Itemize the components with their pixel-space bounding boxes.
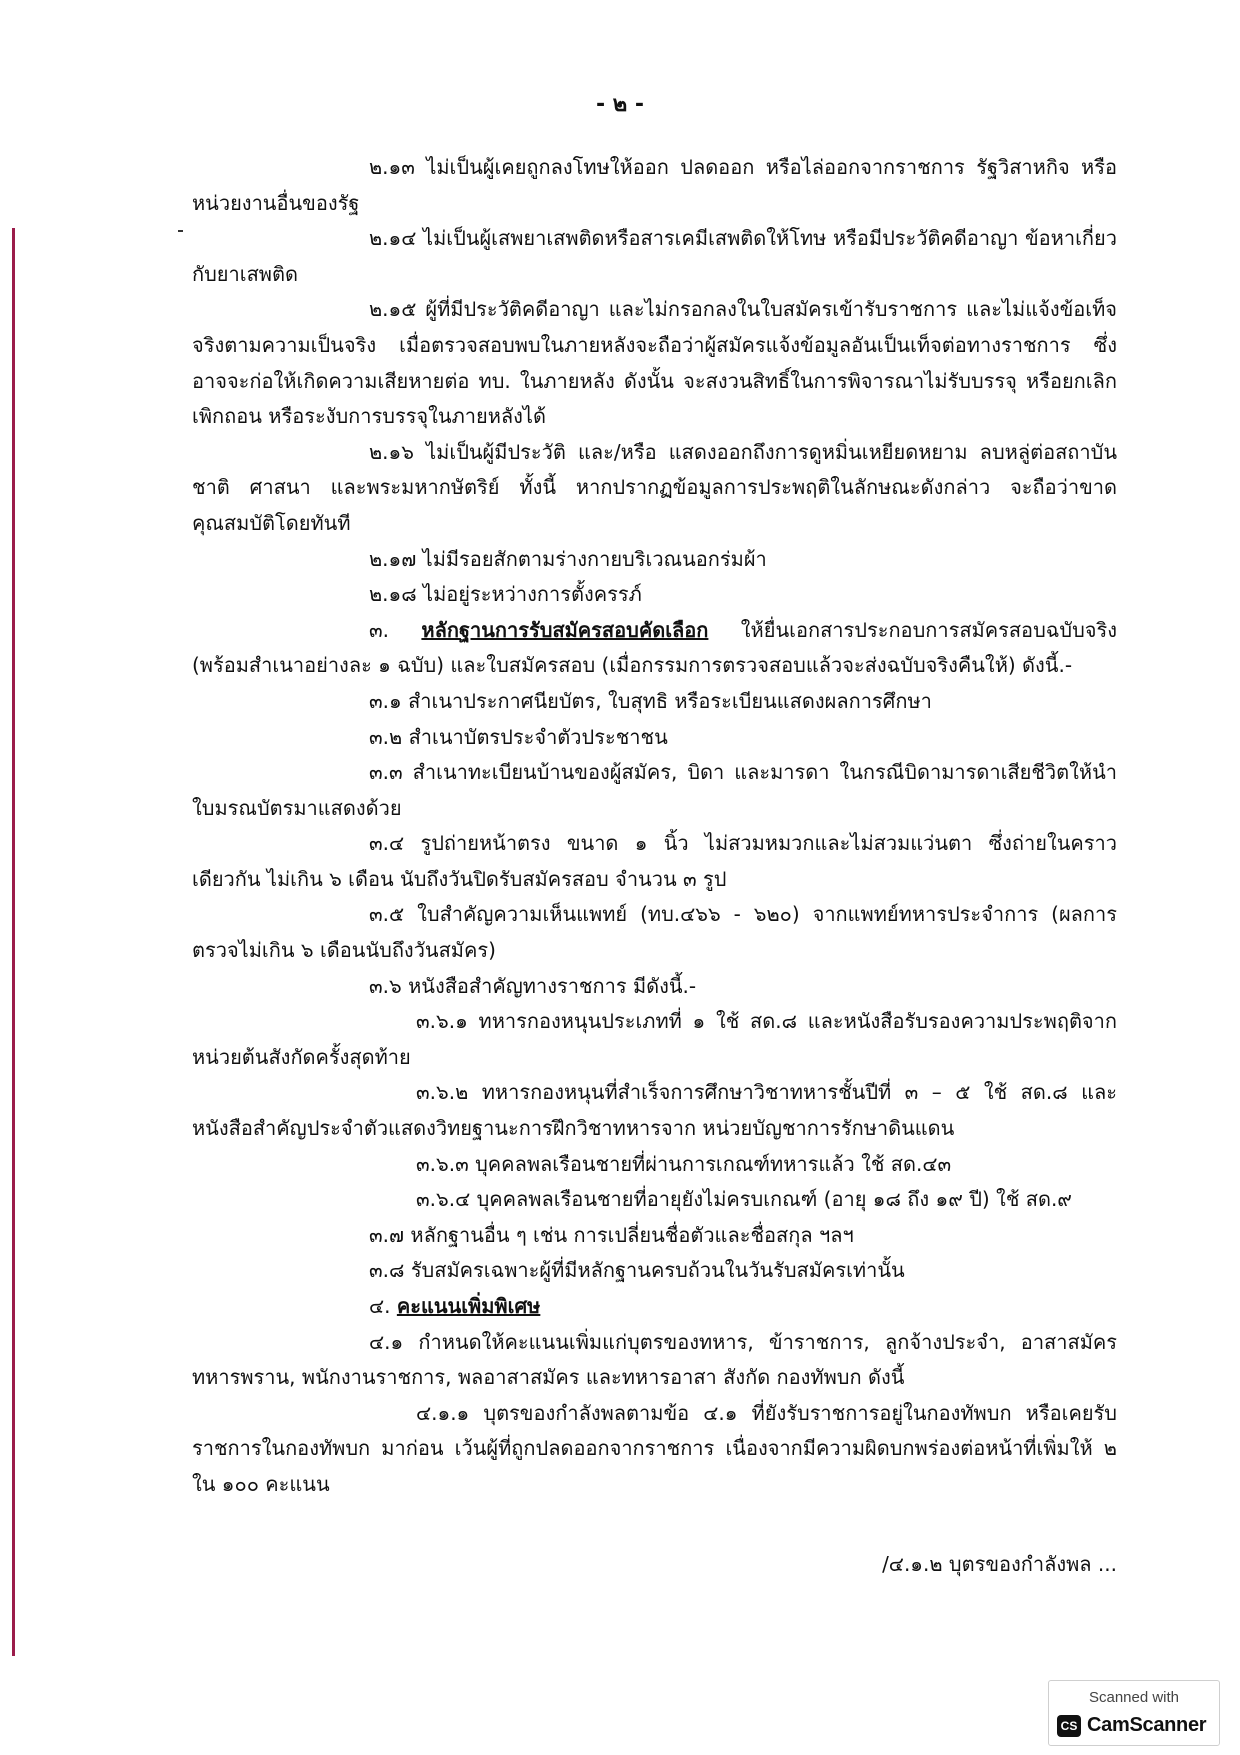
- clause-3-6-4: ๓.๖.๔ บุคคลพลเรือนชายที่อายุยังไม่ครบเกณฑ์ (อายุ ๑๘ ถึง ๑๙ ปี) ใช้ สด.๙: [416, 1187, 1072, 1212]
- scan-edge-line: [12, 228, 15, 1656]
- clause-3-1: ๓.๑ สำเนาประกาศนียบัตร, ใบสุทธิ หรือระเบียนแสดงผลการศึกษา: [369, 688, 932, 713]
- document-body: [192, 150, 1117, 1582]
- clause-3-7: ๓.๗ หลักฐานอื่น ๆ เช่น การเปลี่ยนชื่อตัวและชื่อสกุล ฯลฯ: [369, 1222, 854, 1247]
- clause-2-17: ๒.๑๗ ไม่มีรอยสักตามร่างกายบริเวณนอกร่มผ้า: [369, 546, 767, 571]
- clause-number: ๓.: [369, 617, 422, 642]
- clause-2-18: ๒.๑๘ ไม่อยู่ระหว่างการตั้งครรภ์: [369, 582, 642, 607]
- clause-2-16: ๒.๑๖ ไม่เป็นผู้มีประวัติ และ/หรือ แสดงออกถึงการดูหมิ่นเหยียดหยาม ลบหลู่ต่อสถาบันชาติ ศาสนา และพระมหากษัตริย์ ทั้งนี้ หากปรากฏข้อมูลการประพฤติในลักษณะดังกล่าว จะถือว่าขาดคุณสมบัติโดยทันที: [192, 439, 1117, 535]
- clause-2-14: ๒.๑๔ ไม่เป็นผู้เสพยาเสพติดหรือสารเคมีเสพติดให้โทษ หรือมีประวัติคดีอาญา ข้อหาเกี่ยวกับยาเสพติด: [192, 226, 1117, 286]
- scan-speck: [178, 230, 183, 232]
- section-heading: หลักฐานการรับสมัครสอบคัดเลือก: [421, 617, 709, 642]
- section-heading: คะแนนเพิ่มพิเศษ: [396, 1294, 541, 1318]
- watermark-brand: CamScanner: [1087, 1714, 1207, 1736]
- clause-4: [192, 1289, 1117, 1325]
- clause-3-6: ๓.๖ หนังสือสำคัญทางราชการ มีดังนี้.-: [369, 973, 697, 998]
- clause-3-6-3: ๓.๖.๓ บุคคลพลเรือนชายที่ผ่านการเกณฑ์ทหารแล้ว ใช้ สด.๔๓: [416, 1151, 952, 1176]
- clause-3-5: ๓.๕ ใบสำคัญความเห็นแพทย์ (ทบ.๔๖๖ - ๖๒๐) จากแพทย์ทหารประจำการ (ผลการตรวจไม่เกิน ๖ เดือนนับถึงวันสมัคร): [192, 902, 1117, 963]
- clause-2-13: ๒.๑๓ ไม่เป็นผู้เคยถูกลงโทษให้ออก ปลดออก หรือไล่ออกจากราชการ รัฐวิสาหกิจ หรือหน่วยงานอื่นของรัฐ: [192, 155, 1117, 215]
- camscanner-logo-icon: CS: [1057, 1715, 1081, 1737]
- clause-3-8: ๓.๘ รับสมัครเฉพาะผู้ที่มีหลักฐานครบถ้วนในวันรับสมัครเท่านั้น: [369, 1258, 905, 1283]
- clause-text: ให้ยื่นเอกสารประกอบการสมัครสอบฉบับจริง (พร้อมสำเนาอย่างละ ๑ ฉบับ) และใบสมัครสอบ (เมื่อกรรมการตรวจสอบแล้วจะส่งฉบับจริงคืนให้) ดังนี้.-: [192, 617, 1118, 678]
- clause-3-3: ๓.๓ สำเนาทะเบียนบ้านของผู้สมัคร, บิดา และมารดา ในกรณีบิดามารดาเสียชีวิตให้นำใบมรณบัตรมาแสดงด้วย: [192, 760, 1117, 820]
- clause-3-6-1: ๓.๖.๑ ทหารกองหนุนประเภทที่ ๑ ใช้ สด.๘ และหนังสือรับรองความประพฤติจากหน่วยต้นสังกัดครั้งสุดท้าย: [192, 1009, 1117, 1069]
- clause-4-1: ๔.๑ กำหนดให้คะแนนเพิ่มแก่บุตรของทหาร, ข้าราชการ, ลูกจ้างประจำ, อาสาสมัครทหารพราน, พนักงานราชการ, พลอาสาสมัคร และทหารอาสา สังกัด กองทัพบก ดังนี้: [192, 1329, 1117, 1390]
- page-number: - ๒ -: [595, 92, 645, 117]
- clause-4-1-1: ๔.๑.๑ บุตรของกำลังพลตามข้อ ๔.๑ ที่ยังรับราชการอยู่ในกองทัพบก หรือเคยรับราชการในกองทัพบก มาก่อน เว้นผู้ที่ถูกปลดออกจากราชการ เนื่องจากมีความผิดบกพร่องต่อหน้าที่เพิ่มให้ ๒ ใน ๑๐๐ คะแนน: [192, 1400, 1117, 1496]
- clause-2-15: ๒.๑๕ ผู้ที่มีประวัติคดีอาญา และไม่กรอกลงในใบสมัครเข้ารับราชการ และไม่แจ้งข้อเท็จจริงตามความเป็นจริง เมื่อตรวจสอบพบในภายหลังจะถือว่าผู้สมัครแจ้งข้อมูลอันเป็นเท็จต่อทางราชการ ซึ่งอาจจะก่อให้เกิดความเสียหายต่อ ทบ. ในภายหลัง ดังนั้น จะสงวนสิทธิ์ในการพิจารณาไม่รับบรรจุ หรือยกเลิกเพิกถอน หรือระงับการบรรจุในภายหลังได้: [192, 297, 1117, 429]
- continuation-note: /๔.๑.๒ บุตรของกำลังพล ...: [882, 1551, 1117, 1576]
- clause-3: [192, 613, 1117, 684]
- clause-number: ๔.: [369, 1294, 397, 1318]
- clause-3-6-2: ๓.๖.๒ ทหารกองหนุนที่สำเร็จการศึกษาวิชาทหารชั้นปีที่ ๓ – ๕ ใช้ สด.๘ และหนังสือสำคัญประจำตัวแสดงวิทยฐานะการฝึกวิชาทหารจาก หน่วยบัญชาการรักษาดินแดน: [192, 1080, 1117, 1141]
- watermark-caption: Scanned with: [1088, 1689, 1180, 1706]
- camscanner-watermark: [1048, 1680, 1220, 1746]
- clause-3-4: ๓.๔ รูปถ่ายหน้าตรง ขนาด ๑ นิ้ว ไม่สวมหมวกและไม่สวมแว่นตา ซึ่งถ่ายในคราวเดียวกัน ไม่เกิน ๖ เดือน นับถึงวันปิดรับสมัครสอบ จำนวน ๓ รูป: [192, 831, 1117, 891]
- clause-3-2: ๓.๒ สำเนาบัตรประจำตัวประชาชน: [369, 724, 668, 749]
